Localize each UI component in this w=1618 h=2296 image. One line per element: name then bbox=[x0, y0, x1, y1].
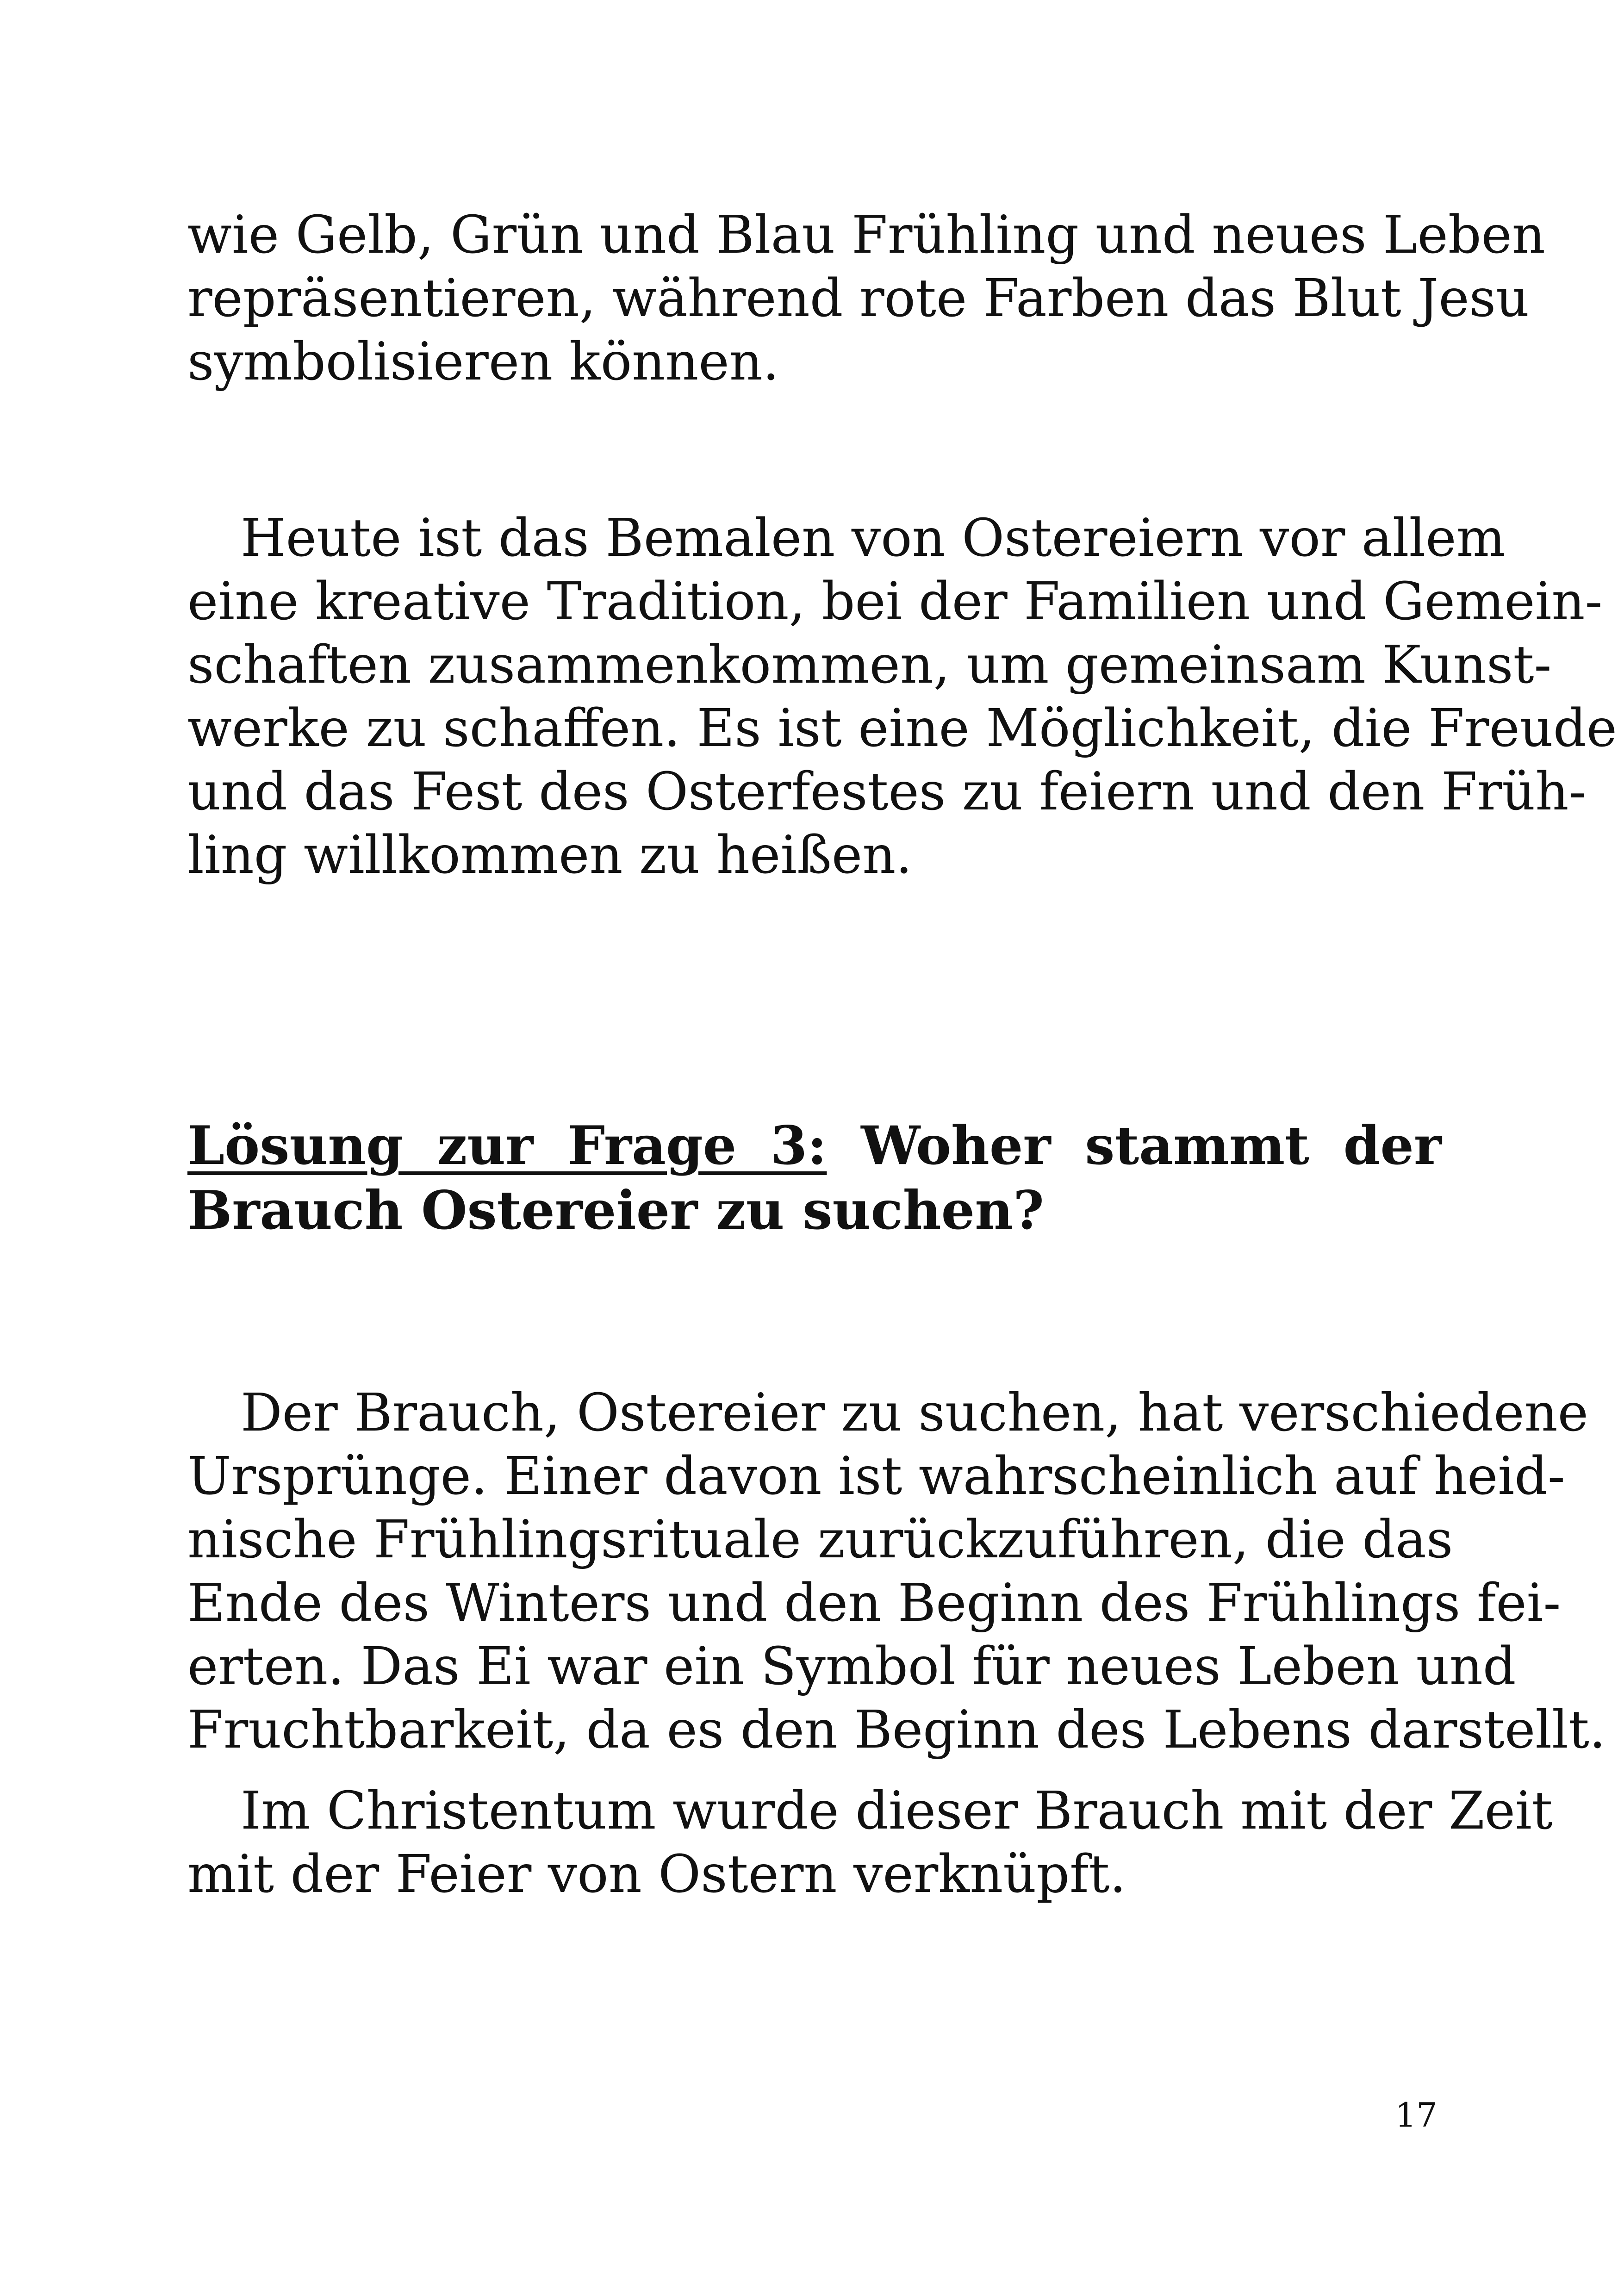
text-line: nische Frühlingsrituale zurückzuführen, die das bbox=[187, 1510, 1453, 1570]
text-line: Ende des Winters und den Beginn des Frühlings fei- bbox=[187, 1573, 1561, 1633]
paragraph-continuation bbox=[187, 204, 1545, 394]
text-line: wie Gelb, Grün und Blau Frühling und neues Leben bbox=[187, 205, 1545, 265]
section-heading bbox=[187, 1113, 1442, 1243]
paragraph-origins bbox=[187, 1381, 1606, 1762]
text-line: eine kreative Tradition, bei der Familien und Gemein- bbox=[187, 572, 1603, 632]
text-line: Der Brauch, Ostereier zu suchen, hat verschiedene bbox=[241, 1383, 1588, 1443]
text-line: und das Fest des Osterfestes zu feiern und den Früh- bbox=[187, 762, 1587, 822]
paragraph-christianity bbox=[187, 1780, 1553, 1906]
heading-question-part-2: Brauch Ostereier zu suchen? bbox=[187, 1179, 1044, 1241]
text-line: erten. Das Ei war ein Symbol für neues Leben und bbox=[187, 1636, 1516, 1697]
heading-question-part-1: Woher stammt der bbox=[861, 1114, 1442, 1176]
text-line: werke zu schaffen. Es ist eine Möglichkeit, die Freude bbox=[187, 698, 1617, 759]
text-line: schaften zusammenkommen, um gemeinsam Kunst- bbox=[187, 635, 1552, 695]
text-line: Fruchtbarkeit, da es den Beginn des Lebens darstellt. bbox=[187, 1700, 1606, 1760]
text-line: symbolisieren können. bbox=[187, 332, 779, 392]
text-line: mit der Feier von Ostern verknüpft. bbox=[187, 1844, 1126, 1904]
text-line: Im Christentum wurde dieser Brauch mit der Zeit bbox=[241, 1781, 1553, 1841]
page-number: 17 bbox=[1395, 2096, 1438, 2134]
paragraph-tradition bbox=[187, 507, 1617, 887]
text-line: ling willkommen zu heißen. bbox=[187, 825, 912, 885]
text-line: Ursprünge. Einer davon ist wahrscheinlich auf heid- bbox=[187, 1446, 1565, 1506]
heading-label: Lösung zur Frage 3: bbox=[187, 1114, 827, 1176]
heading-line-1 bbox=[187, 1113, 1442, 1178]
text-line: repräsentieren, während rote Farben das Blut Jesu bbox=[187, 268, 1530, 329]
text-line: Heute ist das Bemalen von Ostereiern vor allem bbox=[241, 508, 1506, 568]
